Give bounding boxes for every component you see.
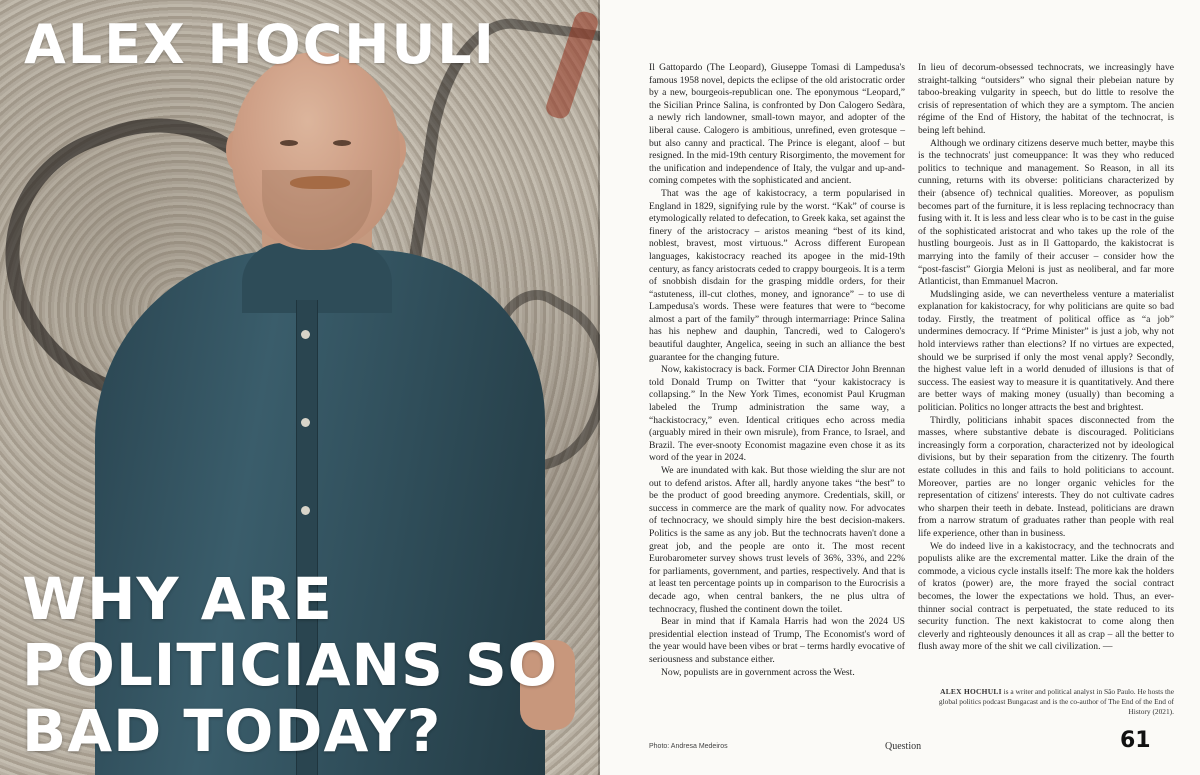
paragraph: We do indeed live in a kakistocracy, and the technocrats and populists alike are the excremental matter. Like the drain of the commode, a vicious cycle installs itself: The more kak the holders of kratos (power) are, the more frayed the social contract becomes, the lower the expectations we hold. Thus, an ever-thinner social contract is perpetuated, the state reduced to its security function. The next kakistocrat to come along then cleverly and righteously denounces it all as crap – all the better to flush away more of the shit we call civilization. — [918, 540, 1174, 653]
shirt-button [301, 330, 310, 339]
article-headline [22, 566, 597, 764]
headline-line: WHY ARE [22, 565, 333, 633]
paragraph: Bear in mind that if Kamala Harris had won the 2024 US presidential election instead of Trump, The Economist's word of the year would have been vibes or brat – terms hardly evocative of seriousness and substance either. [649, 616, 905, 665]
folio-section-title: Question [885, 741, 922, 752]
bio-text: is a writer and political analyst in São Paulo. He hosts the global politics podcast Bungacast and is the co-author of The End of the End of History (2021). [938, 687, 1174, 716]
paragraph: In lieu of decorum-obsessed technocrats, we increasingly have straight-talking “outsiders” who signal their plebeian nature by taboo-breaking vulgarity in speech, but do little to resolve the crisis of representation of which they are a symptom. The ancien régime of the End of History, the habitat of the technocrat, is being left behind. [918, 62, 1174, 136]
paragraph: That was the age of kakistocracy, a term popularised in England in 1829, signifying rule by the worst. “Kak” of course is etymologically related to defecation, to Greek kaka, set against the finery of the aristocracy – aristos meaning “best of its kind, noblest, bravest, most virtuous.” Across different European languages, kakistocracy reached its apogee in the mid-19th century, as fancy aristocrats ceded to crappy bourgeois. It is a term of snobbish disdain for the grasping middle orders, for their “astuteness, ill-cut clothes, money, and ignorance” – to use di Lampedusa's words. These were features that were to “become almost a part of the family” through intermarriage: Prince Salina has his nephew and dauphin, Tancredi, wed to Calogero's beautiful daughter, Angelica, seeing in such an alliance the best guarantee for the changing future. [649, 187, 906, 363]
headline-line: BAD TODAY? [22, 697, 442, 765]
page-number: 61 [1120, 728, 1151, 753]
eye [333, 140, 351, 146]
mustache [290, 176, 350, 189]
bio-author-name: ALEX HOCHULI [940, 687, 1002, 696]
author-name-headline: ALEX HOCHULI [24, 13, 496, 76]
paragraph: Il Gattopardo (The Leopard), Giuseppe Tomasi di Lampedusa's famous 1958 novel, depicts the eclipse of the old aristocratic order by a new, bourgeois-republican one. The eponymous “Leopard,” the Sicilian Prince Salina, is confronted by Don Calogero Sedàra, a newly rich landowner, small-town mayor, and adopter of the liberal cause. Calogero is ambitious, unrefined, even grotesque – but also canny and practical. The Prince is elegant, aloof – but resigned. In the mid-19th century Risorgimento, the movement for the unification and independence of Italy, the vulgar and up-and-coming competes with the sophisticated and ancient. [649, 62, 905, 187]
headline-line: POLITICIANS SO [22, 631, 559, 699]
paragraph: We are inundated with kak. But those wielding the slur are not out to defend aristos. After all, hardly anyone takes “the best” to be the product of good breeding anymore. Credentials, skill, or success in commerce are the mark of quality now. For advocates of technocracy, we should simply hire the best decision-makers. Politics is the same as any job. But the technocrats haven't done a great job, and the people are onto it. The most recent Eurobarometer survey shows trust levels of 36%, 33%, and 22% for parliaments, government, and parties, respectively. And that is at least ten percentage points up in comparison to the Eurocrisis a decade ago, when central bankers, the ne plus ultra of technocracy, flushed the continent down the toilet. [649, 465, 905, 615]
shirt-button [301, 418, 310, 427]
eye [280, 140, 298, 146]
article-column-2 [918, 62, 1174, 654]
paragraph: Mudslinging aside, we can nevertheless venture a materialist explanation for kakistocracy, for why politicians are quite so bad today. Firstly, the treatment of political office as “a job” undermines democracy. If “Prime Minister” is just a job, why not hold interviews rather than elections? If no virtues are expected, should we be surprised if only the most venal apply? Secondly, the highest value left in a world denuded of illusions is that of success. The easiest way to measure it is quantitatively. And there are better ways of making money (usually) than becoming a politician. Politics no longer attracts the best and brightest. [918, 288, 1174, 414]
paragraph: Thirdly, politicians inhabit spaces disconnected from the masses, where substantive debate is discouraged. Politicians increasingly form a corporation, characterized not by ideological divisions, but by their separation from the citizenry. The fourth estate colludes in this and fails to hold politicians to account. Moreover, parties are no longer organic vehicles for the representation of citizens' interests. They do not cultivate cadres who sharpen their teeth in debate. Instead, politicians are drawn from a narrow stratum of graduates rather than people with real life experience, other than in business. [918, 414, 1174, 539]
paragraph: Now, kakistocracy is back. Former CIA Director John Brennan told Donald Trump on Twitter that “your kakistocracy is collapsing.” In the New York Times, economist Paul Krugman labeled the Trump administration the same way, a “hackistocracy,” even. Identical critiques echo across media (arguably mired in their own misrule), from France, to Israel, and Brazil. The ever-snooty Economist magazine even chose it as its word of the year in 2024. [649, 364, 905, 464]
photo-credit: Photo: Andresa Medeiros [649, 743, 728, 750]
paragraph: Now, populists are in government across the West. [661, 666, 855, 678]
article-column-1 [649, 62, 905, 679]
author-bio [920, 687, 1174, 717]
paragraph: Although we ordinary citizens deserve much better, maybe this is the technocrats' just comeuppance: It was they who reduced politics to technique and management. So Reason, in all its cunning, returns with its obverse: politicians characterized by their (absence of) technical qualities. Moreover, as populism becomes part of the furniture, it is less replacing technocracy than fusing with it. It is less and less clear who is to be cast in the guise of the sophisticated aristocrat and who takes up the role of the hustling bourgeois. Just as in Il Gattopardo, the kakistocrat is marrying into the family of their accuser – consider how the “post-fascist” Giorgia Meloni is just as neoliberal, and far more Atlanticist, than Emmanuel Macron. [918, 137, 1174, 288]
shirt-button [301, 506, 310, 515]
article-page [600, 0, 1200, 775]
